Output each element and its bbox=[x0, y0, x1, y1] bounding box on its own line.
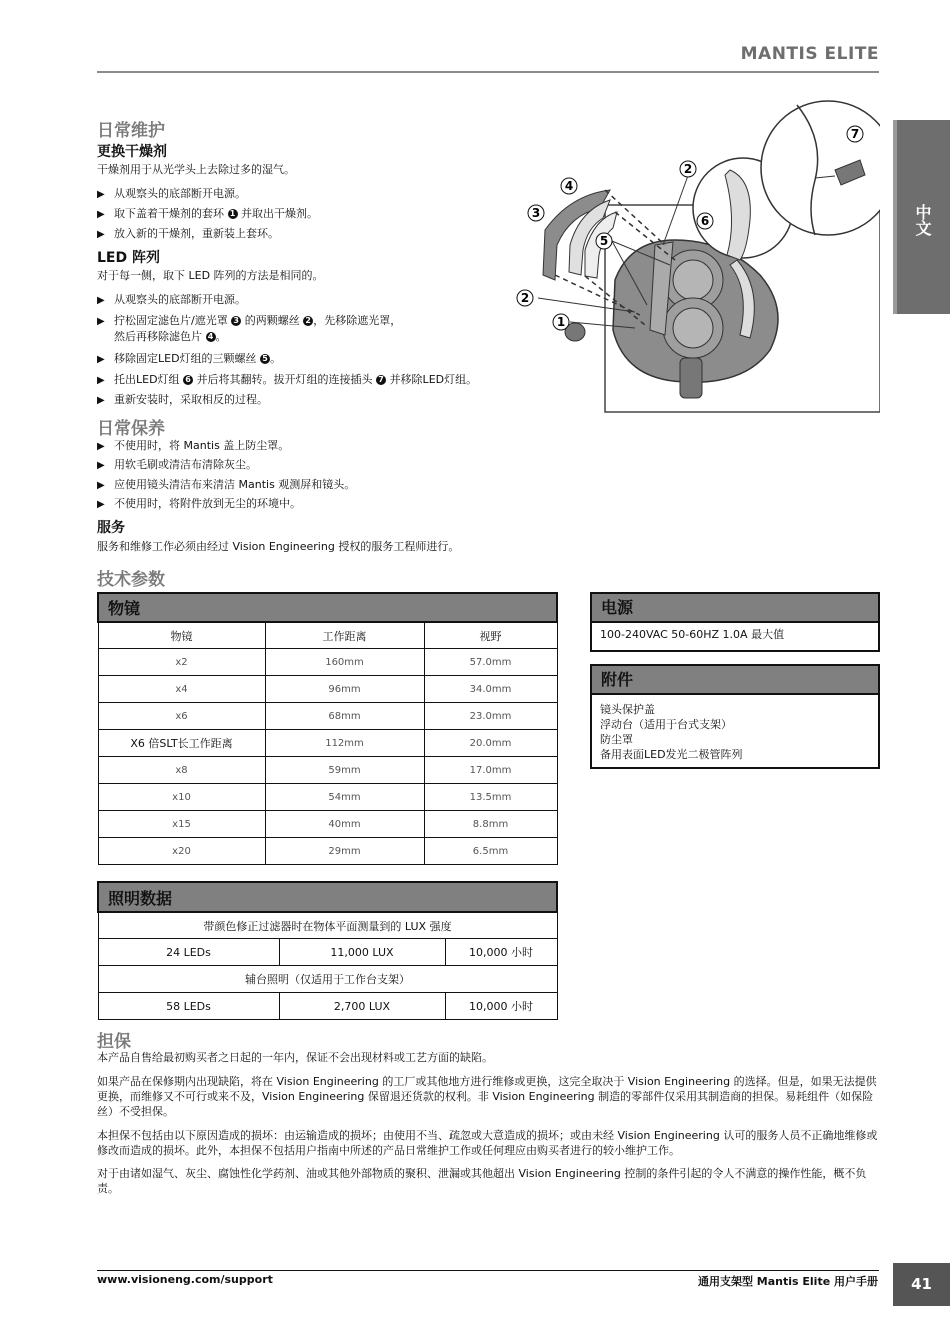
warranty-paragraph: 本产品自售给最初购买者之日起的一年内，保证不会出现材料或工艺方面的缺陷。 bbox=[97, 1051, 493, 1064]
table-cell: 58 LEDs bbox=[98, 993, 279, 1020]
svg-text:6: 6 bbox=[700, 214, 710, 228]
table-cell: x6 bbox=[98, 703, 265, 730]
lighting-table bbox=[97, 881, 558, 1020]
service-text: 服务和维修工作必须由经过 Vision Engineering 授权的服务工程师进行。 bbox=[97, 540, 460, 553]
table-cell: 10,000 小时 bbox=[445, 939, 557, 966]
objectives-table bbox=[97, 592, 558, 865]
table-cell: 13.5mm bbox=[424, 784, 557, 811]
svg-text:3: 3 bbox=[531, 206, 541, 220]
table-cell: x4 bbox=[98, 676, 265, 703]
led-step: ▶ 拧松固定滤色片/遮光罩 3 的两颗螺丝 2 ，先移除遮光罩， 然后再移除滤色片 4 。 bbox=[97, 313, 497, 344]
care-item: ▶ 用软毛刷或清洁布清除灰尘。 bbox=[97, 457, 257, 473]
head-exploded-illustration bbox=[515, 100, 880, 415]
page-number: 41 bbox=[893, 1263, 950, 1306]
lighting-note: 带颜色修正过滤器时在物体平面测量到的 LUX 强度 bbox=[98, 912, 557, 939]
care-item: ▶ 应使用镜头清洁布来清洁 Mantis 观测屏和镜头。 bbox=[97, 477, 355, 493]
table-cell: 24 LEDs bbox=[98, 939, 279, 966]
led-step: ▶ 移除固定LED灯组的三颗螺丝 5 。 bbox=[97, 351, 281, 367]
led-intro: 对于每一侧，取下 LED 阵列的方法是相同的。 bbox=[97, 269, 324, 282]
led-step: ▶ 从观察头的底部断开电源。 bbox=[97, 292, 246, 308]
desiccant-step: ▶ 从观察头的底部断开电源。 bbox=[97, 186, 246, 202]
desiccant-step: ▶ 放入新的干燥剂，重新装上套环。 bbox=[97, 226, 279, 242]
callout-7-icon: 7 bbox=[376, 375, 386, 385]
svg-text:1: 1 bbox=[556, 315, 566, 329]
table-cell: 54mm bbox=[265, 784, 424, 811]
warranty-paragraph: 本担保不包括由以下原因造成的损坏：由运输造成的损坏；由使用不当、疏忽或大意造成的损坏；或由未经 Vision Engineering 认可的服务人员不正确地维修或修改而造成的损坏。此外，本担保不包括用户指南中所述的产品日常维护工作或任何理应由购买者进行的较小维护工作。 bbox=[97, 1129, 878, 1157]
table-cell: 57.0mm bbox=[424, 649, 557, 676]
table-cell: x15 bbox=[98, 811, 265, 838]
footer-url[interactable]: www.visioneng.com/support bbox=[97, 1273, 273, 1286]
svg-text:2: 2 bbox=[520, 291, 530, 305]
language-label: 中文 bbox=[913, 204, 932, 236]
table-cell: x20 bbox=[98, 838, 265, 865]
svg-text:7: 7 bbox=[850, 127, 860, 141]
accessories-box bbox=[590, 664, 880, 769]
table-cell: 10,000 小时 bbox=[445, 993, 557, 1020]
table-cell: 20.0mm bbox=[424, 730, 557, 757]
table-cell: 23.0mm bbox=[424, 703, 557, 730]
table-cell: 6.5mm bbox=[424, 838, 557, 865]
section-title-maintenance: 日常维护 bbox=[97, 121, 165, 141]
care-item: ▶ 不使用时，将附件放到无尘的环境中。 bbox=[97, 496, 301, 512]
table-cell: 160mm bbox=[265, 649, 424, 676]
power-title: 电源 bbox=[592, 594, 878, 623]
table-cell: 34.0mm bbox=[424, 676, 557, 703]
objectives-title: 物镜 bbox=[98, 593, 557, 622]
desiccant-heading: 更换干燥剂 bbox=[97, 144, 167, 160]
callout-3-icon: 3 bbox=[231, 316, 241, 326]
section-title-specs: 技术参数 bbox=[97, 570, 165, 590]
head-connector bbox=[680, 358, 702, 398]
table-cell: 29mm bbox=[265, 838, 424, 865]
table-cell: 68mm bbox=[265, 703, 424, 730]
table-cell: X6 倍SLT长工作距离 bbox=[98, 730, 265, 757]
table-cell: x10 bbox=[98, 784, 265, 811]
service-heading: 服务 bbox=[97, 520, 125, 536]
table-cell: 17.0mm bbox=[424, 757, 557, 784]
svg-text:2: 2 bbox=[683, 162, 693, 176]
footer-divider bbox=[97, 1270, 879, 1271]
accessory-item: 防尘罩 bbox=[600, 733, 633, 746]
header-title: MANTIS ELITE bbox=[740, 44, 879, 64]
callout-1-icon: 1 bbox=[228, 209, 238, 219]
callout-4-icon: 4 bbox=[206, 332, 216, 342]
power-box bbox=[590, 592, 880, 652]
section-title-care: 日常保养 bbox=[97, 419, 165, 439]
table-cell: 8.8mm bbox=[424, 811, 557, 838]
col-header: 物镜 bbox=[98, 622, 265, 649]
col-header: 工作距离 bbox=[265, 622, 424, 649]
warranty-paragraph: 对于由诸如湿气、灰尘、腐蚀性化学药剂、油或其他外部物质的聚积、泄漏或其他超出 Vision Engineering 控制的条件引起的令人不满意的操作性能，概不负责。 bbox=[97, 1167, 867, 1195]
footer-manual-title: 通用支架型 Mantis Elite 用户手册 bbox=[697, 1275, 878, 1288]
callout-6-icon: 6 bbox=[183, 375, 193, 385]
section-title-warranty: 担保 bbox=[97, 1032, 131, 1052]
led-step: ▶ 重新安装时，采取相反的过程。 bbox=[97, 392, 268, 408]
care-item: ▶ 不使用时，将 Mantis 盖上防尘罩。 bbox=[97, 438, 289, 454]
table-cell: 40mm bbox=[265, 811, 424, 838]
accessories-title: 附件 bbox=[592, 666, 878, 695]
lighting-title: 照明数据 bbox=[98, 882, 557, 912]
accessory-item: 备用表面LED发光二极管阵列 bbox=[600, 748, 743, 761]
callout-2-icon: 2 bbox=[303, 316, 313, 326]
table-cell: 96mm bbox=[265, 676, 424, 703]
accessory-item: 浮动台（适用于台式支架） bbox=[600, 718, 732, 731]
table-cell: 59mm bbox=[265, 757, 424, 784]
desiccant-step: ▶ 取下盖着干燥剂的套环 1 并取出干燥剂。 bbox=[97, 206, 318, 222]
callout-5-icon: 5 bbox=[260, 354, 270, 364]
desiccant-intro: 干燥剂用于从光学头上去除过多的湿气。 bbox=[97, 163, 295, 176]
svg-text:4: 4 bbox=[564, 179, 574, 193]
power-text: 100-240VAC 50-60HZ 1.0A 最大值 bbox=[600, 628, 785, 641]
lighting-note: 辅台照明（仅适用于工作台支架） bbox=[98, 966, 557, 993]
warranty-paragraph: 如果产品在保修期内出现缺陷，将在 Vision Engineering 的工厂或其他地方进行维修或更换，这完全取决于 Vision Engineering 的选择。但是，如果无法提供更换，而维修又不可行或来不及，Vision Engineering 保留退还货款的权利。非 Vision Engineering 制造的零部件仅采用其制造商的担保。易耗组件（如保险丝）不受担保。 bbox=[97, 1075, 877, 1118]
table-cell: x8 bbox=[98, 757, 265, 784]
table-cell: x2 bbox=[98, 649, 265, 676]
table-cell: 11,000 LUX bbox=[279, 939, 445, 966]
col-header: 视野 bbox=[424, 622, 557, 649]
led-step: ▶ 托出LED灯组 6 并后将其翻转。拔开灯组的连接插头 7 并移除LED灯组。 bbox=[97, 372, 477, 388]
table-cell: 112mm bbox=[265, 730, 424, 757]
table-cell: 2,700 LUX bbox=[279, 993, 445, 1020]
svg-text:5: 5 bbox=[599, 234, 609, 248]
accessory-item: 镜头保护盖 bbox=[600, 703, 655, 716]
language-side-tab bbox=[893, 120, 950, 314]
header-divider bbox=[97, 71, 879, 73]
led-heading: LED 阵列 bbox=[97, 250, 160, 266]
